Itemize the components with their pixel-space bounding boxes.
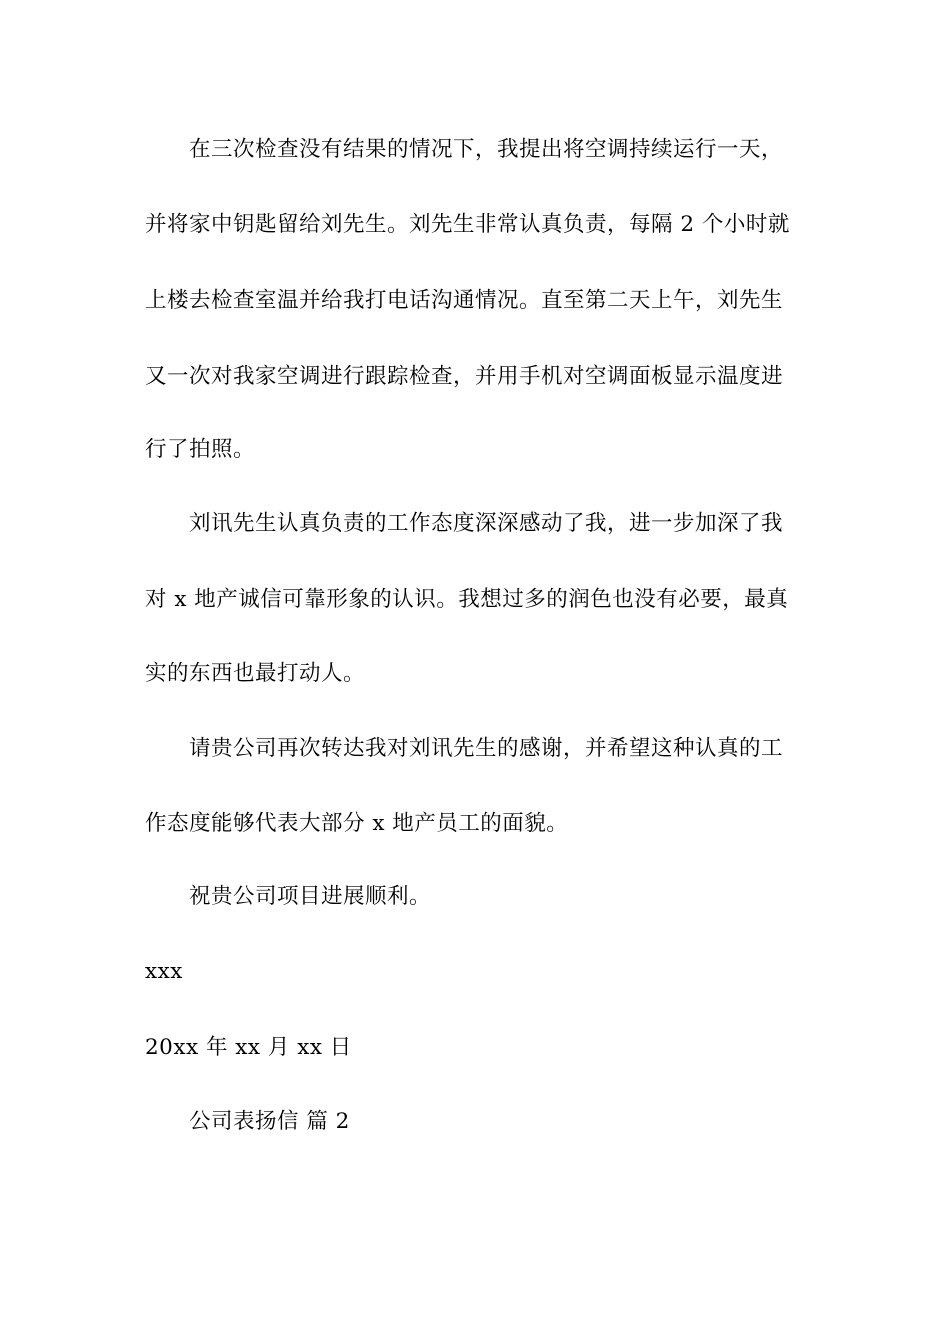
- paragraph-3-line-2: 作态度能够代表大部分 x 地产员工的面貌。: [145, 811, 569, 836]
- signature-name: xxx: [145, 959, 183, 984]
- paragraph-1-line-1: 在三次检查没有结果的情况下，我提出将空调持续运行一天，: [189, 137, 784, 162]
- paragraph-3-line-1: 请贵公司再次转达我对刘讯先生的感谢，并希望这种认真的工: [189, 736, 784, 761]
- paragraph-1-line-3: 上楼去检查室温并给我打电话沟通情况。直至第二天上午，刘先生: [145, 288, 784, 313]
- closing-wish: 祝贵公司项目进展顺利。: [189, 884, 432, 909]
- paragraph-1-line-2: 并将家中钥匙留给刘先生。刘先生非常认真负责，每隔 2 个小时就: [145, 212, 790, 237]
- paragraph-1-line-5: 行了拍照。: [145, 437, 256, 462]
- paragraph-2-line-1: 刘讯先生认真负责的工作态度深深感动了我，进一步加深了我: [189, 511, 784, 536]
- paragraph-2-line-3: 实的东西也最打动人。: [145, 661, 366, 686]
- section-heading: 公司表扬信 篇 2: [189, 1109, 350, 1134]
- paragraph-2-line-2: 对 x 地产诚信可靠形象的认识。我想过多的润色也没有必要，最真: [145, 587, 789, 612]
- signature-date: 20xx 年 xx 月 xx 日: [145, 1035, 352, 1060]
- paragraph-1-line-4: 又一次对我家空调进行跟踪检查，并用手机对空调面板显示温度进: [145, 364, 784, 389]
